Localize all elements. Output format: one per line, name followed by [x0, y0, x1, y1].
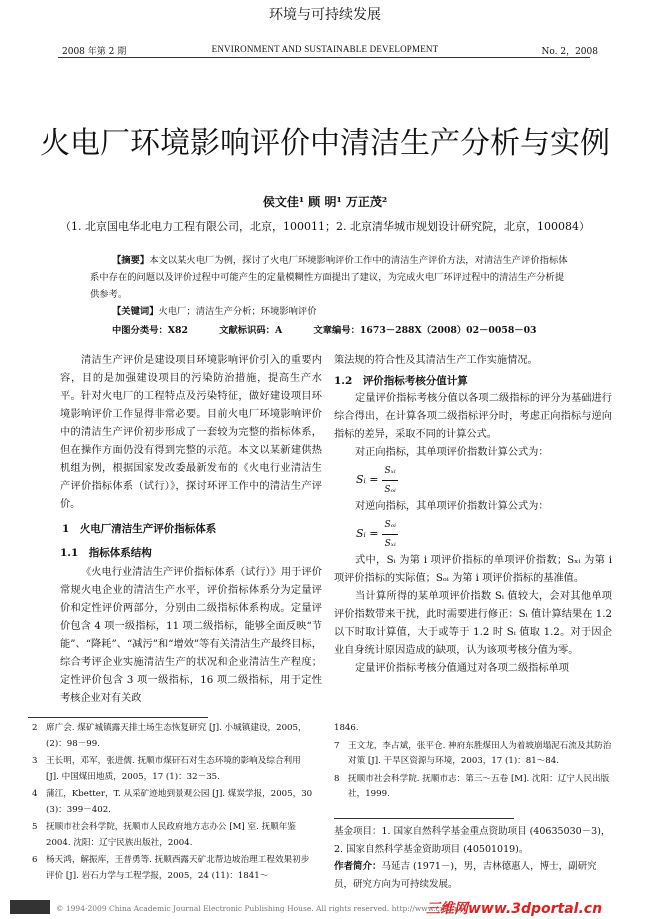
article-title: 火电厂环境影响评价中清洁生产分析与实例 [40, 126, 610, 161]
body-right-column [334, 352, 612, 678]
reverse-indicator-text: 对逆向指标，其单项评价指数计算公式为： [355, 501, 549, 512]
intro-paragraph: 清洁生产评价是建设项目环境影响评价引入的重要内容，目的是加强建设项目的污染防治措施，提高生产水平。针对火电厂的工程特点及污染特征，做好建设项目环境影响评价工作显得非常必要。目前火电厂环境影响评价中的清洁生产评价初步形成了一套较为完整的指标体系，但在操作方面仍没有得到完整的示范。本文以某新建供热机组为例，根据国家发改委最新发布的《火电行业清洁生产评价指标体系（试行）》，探讨环评工作中的清洁生产评价。 [60, 355, 322, 510]
issue-en: No. 2，2008 [541, 47, 598, 57]
funding-block [334, 823, 612, 893]
reference-item: 5 抚顺市社会科学院，抚顺市人民政府地方志办公 [M] 室. 抚顺年鉴 2004. 沈阳：辽宁民族出版社，2004. [32, 822, 296, 848]
references-rule [28, 717, 208, 718]
section-1-1-heading: 1.1 指标体系结构 [60, 547, 152, 559]
reference-item: 3 王长明，邓军，张进儒. 抚顺市煤矸石对生态环境的影响及综合利用 [J]. 中国煤田地质，2005，17 (1)：32－35. [32, 756, 301, 782]
formula-forward-fraction [382, 462, 397, 499]
authors: 侯文佳¹ 顾 明¹ 万正茂² [262, 195, 388, 209]
journal-english-name: ENVIRONMENT AND SUSTAINABLE DEVELOPMENT [211, 44, 439, 54]
author-bio [334, 858, 612, 893]
formula-forward-numerator: Sₓᵢ [382, 462, 397, 481]
section-1-heading: 1 火电厂清洁生产评价指标体系 [62, 523, 217, 535]
bio-label: 作者简介： [334, 861, 382, 872]
reference-item: 7 王文龙，李占斌，张平仓. 神府东胜煤田人为着坡崩塌泥石流及其防治对策 [J]. 干旱区资源与环境，2003，17 (1)：81～84. [334, 740, 612, 766]
body-left-column [60, 352, 322, 708]
references-left [32, 721, 314, 886]
formula-reverse-fraction [382, 516, 397, 553]
document-code: 文献标识码：A [219, 325, 283, 336]
references-right [334, 721, 612, 805]
formula-reverse-lhs: Sᵢ = [356, 527, 379, 540]
section-1-1-paragraph: 《火电行业清洁生产评价指标体系（试行）》用于评价常规火电企业的清洁生产水平，评价指标体系分为定量评价和定性评价两部分，分别由二级指标体系构成。定量评价包含 4 项一级指标，11 项二级指标，能够全面反映“节能”、“降耗”、“减污”和“增效”等有关清洁生产最终目标，综合考评企业实施清洁生产的状况和企业清洁生产程度；定性评价包含 3 项一级指标，16 项二级指标，用于定性考核企业对有关政 [60, 567, 322, 704]
reference-item: 6 杨天鸿，解振库，王普勇等. 抚顺西露天矿北帮边坡治理工程效果初步评价 [J]. 岩石力学与工程学报，2005，24 (11)：1841～ [32, 855, 310, 881]
reference-item: 2 席广会. 煤矿城镇露天排土场生态恢复研究 [J]. 小城镇建设，2005，(2)：98－99. [32, 723, 307, 749]
keywords [112, 303, 317, 317]
formula-forward-lhs: Sᵢ = [356, 473, 379, 486]
funding-text: 基金项目：1. 国家自然科学基金重点资助项目 (40635030－3)，2. 国家自然科学基金资助项目 (40501019)。 [334, 826, 611, 855]
last-paragraph: 定量评价指标考核分值通过对各项二级指标单项 [355, 663, 569, 674]
copyright-footer: © 1994-2009 China Academic Journal Electronic Publishing House. All rights reserved. http://www.cnki.net [56, 904, 467, 913]
class-number: 中图分类号：X82 [112, 325, 188, 336]
abstract-text: 本文以某火电厂为例，探讨了火电厂环境影响评价工作中的清洁生产评价方法，对清洁生产评价指标体系中存在的问题以及评价过程中可能产生的定量模糊性方面提出了建议，为完成火电厂环评过程中的清洁生产分析提供参考。 [90, 255, 568, 300]
formula-reverse-numerator: Sₒᵢ [382, 516, 397, 535]
formula-forward [334, 462, 612, 498]
keywords-label: 【关键词】 [112, 306, 159, 317]
abstract [90, 252, 568, 303]
journal-title: 环境与可持续发展 [269, 7, 381, 23]
article-number: 文章编号：1673－288X（2008）02－0058－03 [313, 325, 537, 336]
reference-item: 8 抚顺市社会科学院. 抚顺市志：第三～五卷 [M]. 沈阳：辽宁人民出版社，1999. [334, 773, 610, 799]
issue-cn: 2008 年第 2 期 [62, 47, 127, 57]
keywords-text: 火电厂；清洁生产分析；环境影响评价 [158, 306, 317, 317]
header-rule [58, 57, 590, 58]
correction-paragraph: 当计算所得的某单项评价指数 Sᵢ 值较大，会对其他单项评价指数带来干扰，此时需要进行修正：Sᵢ 值计算结果在 1.2 以下时取计算值，大于或等于 1.2 时 Sᵢ 值取 1.2。对于因企业自身统计原因造成的缺项，认为该项考核分值为零。 [334, 591, 612, 656]
reference-item: 4 蒲江，Kbetter，T. 从采矿迹地到景观公园 [J]. 煤炭学报，2005，30 (3)：399－402. [32, 789, 313, 815]
formula-reverse-denominator: Sₓᵢ [384, 538, 396, 549]
classification-line [112, 322, 565, 336]
watermark: 三维网www.3dportal.cn [426, 901, 603, 917]
continued-text: 策法规的符合性及其清洁生产工作实施情况。 [334, 355, 538, 366]
abstract-label: 【摘要】 [112, 255, 150, 266]
formula-forward-denominator: Sₒᵢ [384, 484, 396, 495]
bio-text: 马延吉 (1971－)，男，吉林德惠人，博士，副研究员，研究方向为可持续发展。 [334, 861, 597, 890]
section-1-2-paragraph: 定量评价指标考核分值以各项二级指标的评分为基础进行综合得出，在计算各项二级指标评分时，考虑正向指标与逆向指标的差异，采取不同的计算公式。 [334, 393, 612, 440]
forward-indicator-text: 对正向指标，其单项评价指数计算公式为： [355, 447, 549, 458]
formula-reverse [334, 516, 612, 552]
formula-explanation: 式中，Sᵢ 为第 i 项评价指标的单项评价指数；Sₓᵢ 为第 i 项评价指标的实际值；Sₒᵢ 为第 i 项评价指标的基准值。 [334, 555, 612, 584]
section-1-2-heading: 1.2 评价指标考核分值计算 [334, 375, 468, 387]
funding-rule [334, 818, 514, 819]
reference-item: 1846. [334, 723, 359, 733]
affiliations: （1. 北京国电华北电力工程有限公司，北京，100011；2. 北京清华城市规划设计研究院，北京，100084） [60, 220, 590, 233]
cnki-logo-icon [10, 900, 50, 914]
